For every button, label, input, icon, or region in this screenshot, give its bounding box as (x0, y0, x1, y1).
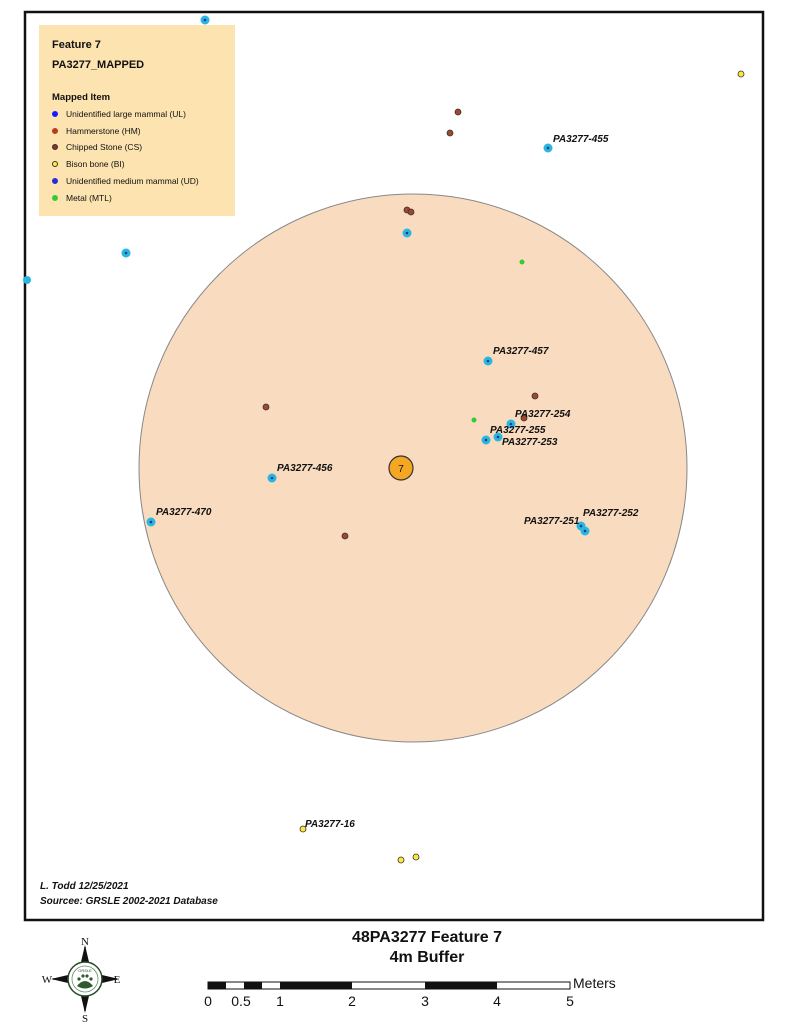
legend-item-ul (52, 108, 186, 120)
legend-item-ud (52, 175, 199, 187)
compass-s: S (81, 1013, 89, 1024)
credit-author: L. Todd 12/25/2021 (40, 881, 129, 892)
metal-point[interactable] (472, 418, 477, 423)
label-pa3277-470: PA3277-470 (156, 507, 212, 518)
legend-panel (39, 25, 235, 216)
chipped-stone-point[interactable] (447, 130, 453, 136)
legend-item-label: Unidentified medium mammal (UD) (66, 176, 199, 186)
chipped-stone-point[interactable] (455, 109, 461, 115)
bison-bone-point[interactable] (413, 854, 419, 860)
bison-bone-point[interactable] (738, 71, 744, 77)
compass-n: N (81, 936, 89, 948)
point-top-edge[interactable] (201, 16, 210, 25)
point-west-edge[interactable] (23, 276, 31, 284)
point-west-1[interactable] (122, 249, 131, 258)
chipped-stone-point[interactable] (263, 404, 269, 410)
legend-ul-icon (52, 111, 58, 117)
scale-tick-0: 0 (204, 993, 212, 1009)
point-pa3277-253[interactable] (482, 436, 491, 445)
label-pa3277-254: PA3277-254 (515, 409, 571, 420)
legend-bi-icon (52, 161, 58, 167)
legend-item-hm (52, 125, 141, 137)
scale-tick-3: 3 (421, 993, 429, 1009)
metal-point[interactable] (520, 260, 525, 265)
label-pa3277-455: PA3277-455 (553, 134, 609, 145)
scale-unit: Meters (573, 975, 616, 991)
label-pa3277-253: PA3277-253 (502, 437, 558, 448)
label-pa3277-16: PA3277-16 (305, 819, 355, 830)
chipped-stone-point[interactable] (532, 393, 538, 399)
legend-item-label: Unidentified large mammal (UL) (66, 109, 186, 119)
chipped-stone-point[interactable] (342, 533, 348, 539)
point-north-inside[interactable] (403, 229, 412, 238)
feature-7-label: 7 (398, 464, 404, 475)
legend-item-label: Bison bone (BI) (66, 159, 125, 169)
legend-item-cs (52, 141, 142, 153)
point-pa3277-457[interactable] (484, 357, 493, 366)
legend-mtl-icon (52, 195, 58, 201)
compass-w: W (41, 974, 53, 986)
label-pa3277-457: PA3277-457 (493, 346, 549, 357)
legend-cs-icon (52, 144, 58, 150)
scale-tick-4: 4 (493, 993, 501, 1009)
scale-tick-0-5: 0.5 (231, 993, 251, 1009)
point-pa3277-455[interactable] (544, 144, 553, 153)
map-subtitle: 4m Buffer (389, 949, 465, 966)
scale-tick-2: 2 (348, 993, 356, 1009)
compass-rose (42, 936, 121, 1024)
label-pa3277-255: PA3277-255 (490, 425, 546, 436)
legend-item-label: Metal (MTL) (66, 193, 112, 203)
bison-bone-point[interactable] (398, 857, 404, 863)
point-pa3277-470[interactable] (147, 518, 156, 527)
compass-e: E (113, 974, 121, 986)
legend-item-mtl (52, 192, 112, 204)
scale-bar (208, 982, 570, 989)
legend-heading: Mapped Item (52, 92, 111, 103)
legend-ud-icon (52, 178, 58, 184)
legend-item-label: Hammerstone (HM) (66, 126, 141, 136)
legend-item-bi (52, 158, 125, 170)
chipped-stone-point[interactable] (408, 209, 414, 215)
map-title: 48PA3277 Feature 7 (351, 929, 502, 946)
label-pa3277-456: PA3277-456 (277, 463, 333, 474)
legend-item-label: Chipped Stone (CS) (66, 142, 143, 152)
legend-subtitle: PA3277_MAPPED (52, 59, 145, 71)
credit-source: Sourcee: GRSLE 2002-2021 Database (40, 896, 218, 907)
feature-7-marker[interactable] (389, 456, 413, 480)
legend-hm-icon (52, 128, 58, 134)
compass-badge-text: GRSLE (78, 968, 92, 973)
point-pa3277-252[interactable] (581, 527, 590, 536)
scale-tick-1: 1 (276, 993, 284, 1009)
label-pa3277-252: PA3277-252 (583, 508, 639, 519)
legend-title: Feature 7 (52, 39, 101, 51)
point-pa3277-456[interactable] (268, 474, 277, 483)
scale-tick-5: 5 (566, 993, 574, 1009)
label-pa3277-251: PA3277-251 (524, 516, 580, 527)
